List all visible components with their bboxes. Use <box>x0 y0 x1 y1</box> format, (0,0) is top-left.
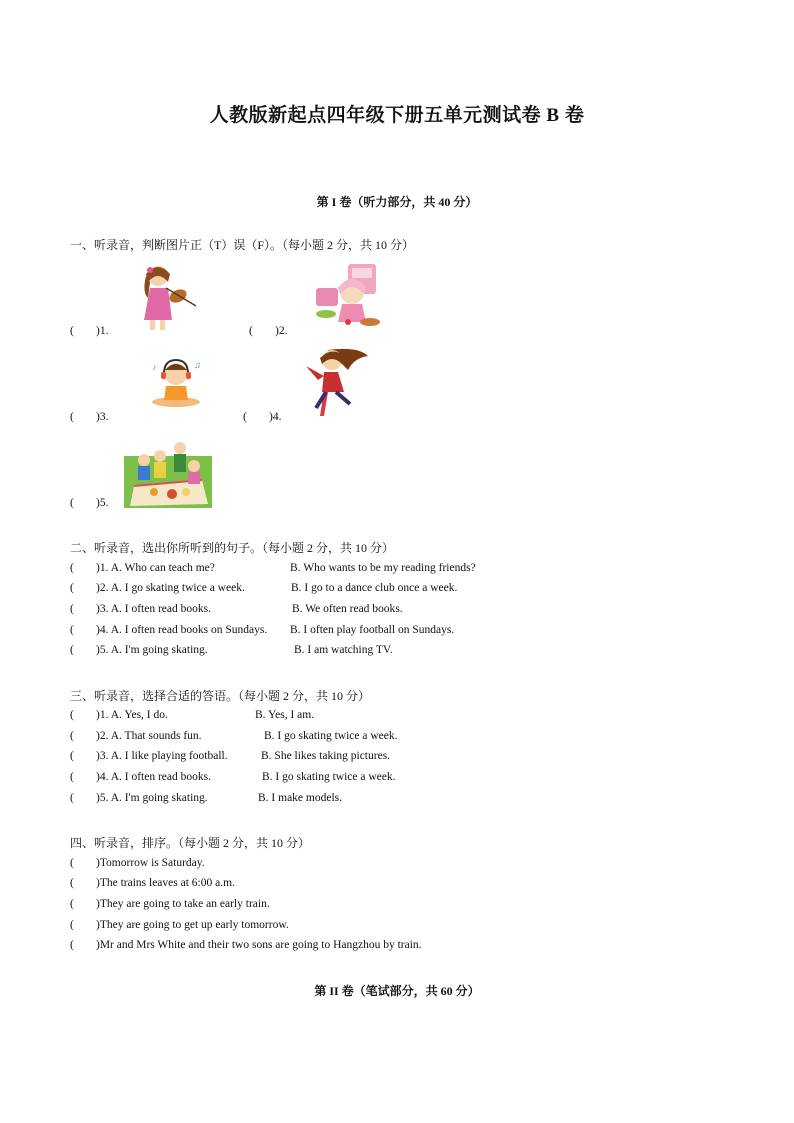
item-number: )1. <box>96 325 109 337</box>
s4-item2 <box>70 877 235 889</box>
s2-item4 <box>70 624 267 636</box>
section2-heading: 二、听录音，选出你所听到的句子。（每小题 2 分，共 10 分） <box>70 541 395 555</box>
answer-paren[interactable]: ( <box>70 939 74 951</box>
s2-item1-b: B. Who wants to be my reading friends? <box>290 562 476 574</box>
s1-item4 <box>243 411 281 423</box>
item-number: )2. <box>275 325 288 337</box>
answer-paren[interactable]: ( <box>70 325 74 337</box>
s1-item1 <box>70 325 108 337</box>
answer-paren[interactable]: ( <box>70 877 74 889</box>
girl-skating-illustration <box>298 346 372 418</box>
answer-paren[interactable]: ( <box>70 582 74 594</box>
option-a: )4. A. I often read books on Sundays. <box>96 624 268 636</box>
section1-heading: 一、听录音，判断图片正（T）误（F）。（每小题 2 分，共 10 分） <box>70 238 415 252</box>
option-a: )5. A. I'm going skating. <box>96 792 208 804</box>
s4-item3 <box>70 898 270 910</box>
girl-violin-illustration <box>138 262 200 334</box>
option-a: )1. A. Who can teach me? <box>96 562 215 574</box>
s3-item5-b: B. I make models. <box>258 792 342 804</box>
section4-heading: 四、听录音，排序。（每小题 2 分，共 10 分） <box>70 836 311 850</box>
option-a: )2. A. I go skating twice a week. <box>96 582 245 594</box>
s3-item2-b: B. I go skating twice a week. <box>264 730 398 742</box>
s2-item3-b: B. We often read books. <box>292 603 403 615</box>
answer-paren[interactable]: ( <box>70 411 74 423</box>
s1-item5 <box>70 497 108 509</box>
s4-item1 <box>70 857 205 869</box>
s2-item1 <box>70 562 215 574</box>
s3-item4 <box>70 771 211 783</box>
answer-paren[interactable]: ( <box>70 919 74 931</box>
answer-paren[interactable]: ( <box>70 730 74 742</box>
family-picnic-illustration <box>124 436 212 508</box>
item-number: )3. <box>96 411 109 423</box>
s2-item2-b: B. I go to a dance club once a week. <box>291 582 458 594</box>
answer-paren[interactable]: ( <box>70 857 74 869</box>
answer-paren[interactable]: ( <box>70 603 74 615</box>
option-a: )3. A. I often read books. <box>96 603 211 615</box>
sentence: )Tomorrow is Saturday. <box>96 857 205 869</box>
svg-text:♪: ♪ <box>152 362 157 372</box>
sentence: )They are going to take an early train. <box>96 898 270 910</box>
option-a: )5. A. I'm going skating. <box>96 644 208 656</box>
sentence: )The trains leaves at 6:00 a.m. <box>96 877 235 889</box>
answer-paren[interactable]: ( <box>70 497 74 509</box>
page-title: 人教版新起点四年级下册五单元测试卷 B 卷 <box>209 105 585 126</box>
s4-item5 <box>70 939 422 951</box>
s3-item3-b: B. She likes taking pictures. <box>261 750 391 762</box>
section3-heading: 三、听录音，选择合适的答语。（每小题 2 分，共 10 分） <box>70 689 371 703</box>
s4-item4 <box>70 919 289 931</box>
sentence: )They are going to get up early tomorrow. <box>96 919 289 931</box>
svg-text:♫: ♫ <box>194 360 201 370</box>
girl-cooking-illustration <box>312 262 382 330</box>
s3-item5 <box>70 792 208 804</box>
s2-item3 <box>70 603 211 615</box>
option-a: )1. A. Yes, I do. <box>96 709 168 721</box>
s2-item2 <box>70 582 245 594</box>
s2-item4-b: B. I often play football on Sundays. <box>290 624 455 636</box>
s2-item5-b: B. I am watching TV. <box>294 644 393 656</box>
s2-item5 <box>70 644 208 656</box>
answer-paren[interactable]: ( <box>70 792 74 804</box>
option-a: )2. A. That sounds fun. <box>96 730 202 742</box>
s3-item1-b: B. Yes, I am. <box>255 709 315 721</box>
s3-item1 <box>70 709 168 721</box>
answer-paren[interactable]: ( <box>70 624 74 636</box>
option-a: )3. A. I like playing football. <box>96 750 228 762</box>
answer-paren[interactable]: ( <box>249 325 253 337</box>
sentence: )Mr and Mrs White and their two sons are going to Hangzhou by train. <box>96 939 422 951</box>
boy-music-illustration <box>150 356 202 408</box>
option-a: )4. A. I often read books. <box>96 771 211 783</box>
answer-paren[interactable]: ( <box>70 562 74 574</box>
answer-paren[interactable]: ( <box>70 644 74 656</box>
answer-paren[interactable]: ( <box>70 898 74 910</box>
answer-paren[interactable]: ( <box>70 771 74 783</box>
answer-paren[interactable]: ( <box>70 750 74 762</box>
answer-paren[interactable]: ( <box>243 411 247 423</box>
part1-title: 第 I 卷（听力部分，共 40 分） <box>316 195 478 209</box>
item-number: )5. <box>96 497 109 509</box>
item-number: )4. <box>269 411 282 423</box>
answer-paren[interactable]: ( <box>70 709 74 721</box>
s1-item2 <box>249 325 287 337</box>
s3-item2 <box>70 730 202 742</box>
s3-item3 <box>70 750 228 762</box>
s3-item4-b: B. I go skating twice a week. <box>262 771 396 783</box>
s1-item3 <box>70 411 108 423</box>
part2-title: 第 II 卷（笔试部分，共 60 分） <box>314 984 480 998</box>
